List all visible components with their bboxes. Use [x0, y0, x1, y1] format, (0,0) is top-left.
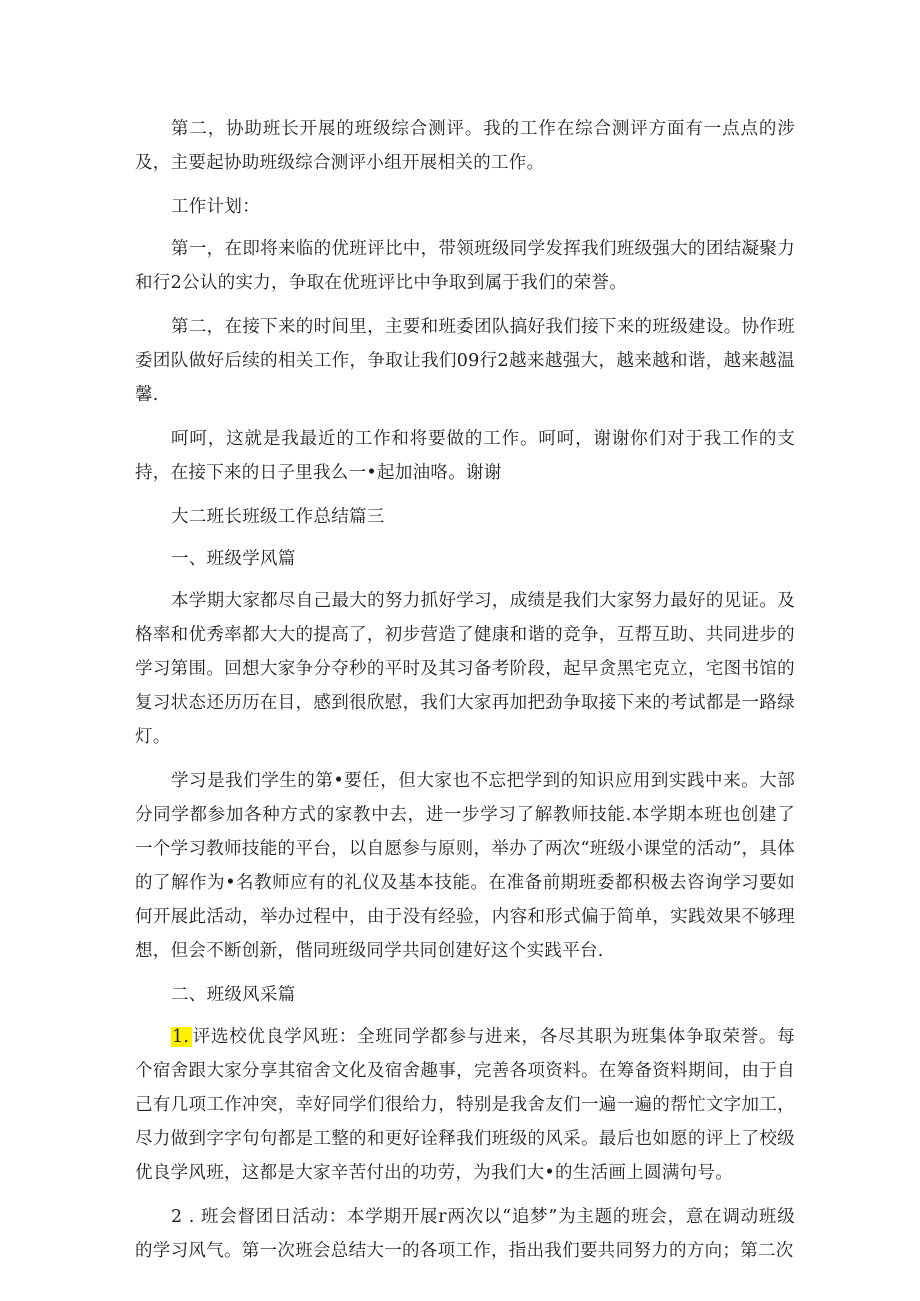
list-item-1 [135, 1020, 795, 1190]
document-body [135, 112, 795, 1278]
heading-class-style: 二、班级风采篇 [171, 985, 296, 1005]
paragraph-practice-activities: 学习是我们学生的第•要任，但大家也不忘把学到的知识应用到实践中来。大部分同学都参加各种方式的家教中去，进一步学习了解教师技能.本学期本班也创建了一个学习教师技能的平台，以自愿参与原则，举办了两次“班级小课堂的活动”，具体的了解作为•名教师应有的礼仪及基本技能。在准备前期班委都积极去咨询学习要如何开展此活动，举办过程中，由于没有经验，内容和形式偏于简单，实践效果不够理想，但会不断创新，偕同班级同学共同创建好这个实践平台. [135, 771, 795, 961]
list-item-1-text: 评选校优良学风班：全班同学都参与进来，各尽其职为班集体争取荣誉。每个宿舍跟大家分享其宿舍文化及宿舍趣事，完善各项资料。在筹备资料期间，由于自己有几项工作冲突，幸好同学们很给力，特别是我舍友们一遍一遍的帮忙文字加工，尽力做到字字句句都是工整的和更好诠释我们班级的风采。最后也如愿的评上了校级优良学风班，这都是大家辛苦付出的功劳，为我们大•的生活画上圆满句号。 [135, 1027, 795, 1183]
highlighted-number: 1. [171, 1027, 192, 1047]
paragraph-assist-evaluation: 第二，协助班长开展的班级综合测评。我的工作在综合测评方面有一点点的涉及，主要起协助班级综合测评小组开展相关的工作。 [135, 119, 795, 173]
paragraph-plan-second: 第二，在接下来的时间里，主要和班委团队搞好我们接下来的班级建设。协作班委团队做好后续的相关工作，争取让我们09行2越来越强大，越来越和谐，越来越温馨. [135, 317, 795, 405]
heading-work-plan: 工作计划： [171, 197, 260, 217]
heading-study-style: 一、班级学风篇 [171, 549, 296, 569]
paragraph-plan-first: 第一，在即将来临的优班评比中，带领班级同学发挥我们班级强大的团结凝聚力和行2公认的实力，争取在优班评比中争取到属于我们的荣誉。 [135, 239, 795, 293]
paragraph-closing-thanks: 呵呵，这就是我最近的工作和将要做的工作。呵呵，谢谢你们对于我工作的支持，在接下来的日子里我么一•起加油咯。谢谢 [135, 429, 795, 483]
list-item-2: 2 . 班会督团日活动：本学期开展r两次以“追梦”为主题的班会，意在调动班级的学习风气。第一次班会总结大一的各项工作，指出我们要共同努力的方向；第二次 [135, 1207, 795, 1261]
paragraph-study-results: 本学期大家都尽自己最大的努力抓好学习，成绩是我们大家努力最好的见证。及格率和优秀率都大大的提高了，初步营造了健康和谐的竞争，互帮互助、共同进步的学习第围。回想大家争分夺秒的平时及其习备考阶段，起早贪黑宅克立，宅图书馆的复习状态还历历在目，感到很欣慰，我们大家再加把劲争取接下来的考试都是一路绿灯。 [135, 591, 795, 747]
section-title-part-three: 大二班长班级工作总结篇三 [171, 507, 385, 527]
